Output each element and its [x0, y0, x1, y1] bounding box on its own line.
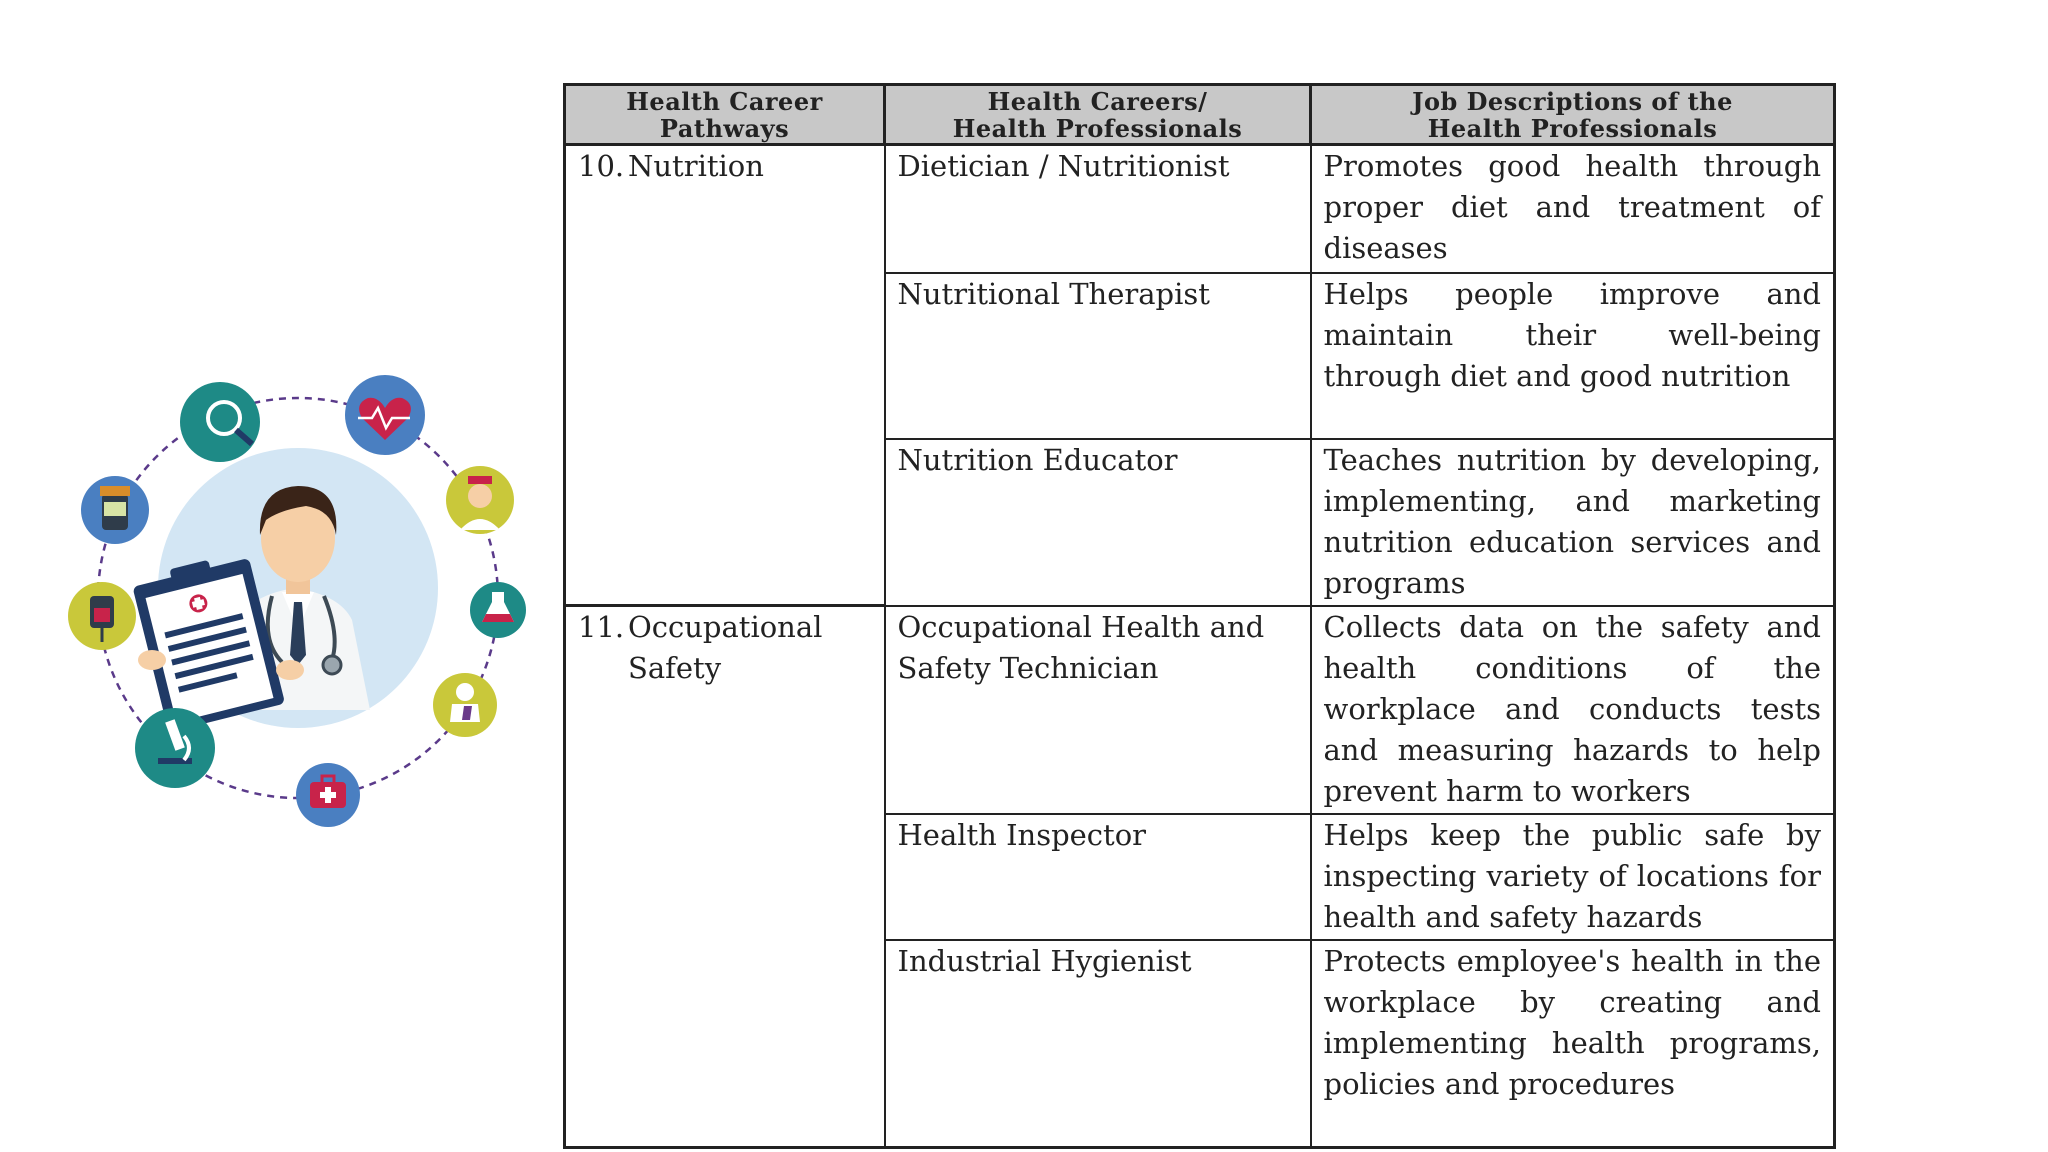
patient-icon	[433, 673, 497, 737]
header-pathways: Health Career Pathways	[565, 85, 885, 145]
header-professionals: Health Careers/ Health Professionals	[885, 85, 1311, 145]
flask-icon	[470, 582, 526, 638]
doctor-illustration	[60, 370, 540, 830]
career-title: Nutrition Educator	[885, 439, 1311, 606]
microscope-icon	[135, 708, 215, 788]
career-title: Industrial Hygienist	[885, 940, 1311, 1148]
iv-bag-icon	[68, 582, 136, 650]
career-description: Promotes good health through proper diet and treatment of diseases	[1311, 145, 1835, 273]
career-title: Dietician / Nutritionist	[885, 145, 1311, 273]
medicine-bottle-icon	[81, 476, 149, 544]
pathway-cell: 11. Occupational Safety	[565, 606, 885, 1148]
career-description: Helps keep the public safe by inspecting variety of locations for health and safety hazards	[1311, 814, 1835, 940]
header-descriptions: Job Descriptions of the Health Professionals	[1311, 85, 1835, 145]
health-careers-table	[563, 83, 1836, 1149]
career-description: Protects employee's health in the workplace by creating and implementing health programs, policies and procedures	[1311, 940, 1835, 1148]
first-aid-kit-icon	[296, 763, 360, 827]
heart-pulse-icon	[345, 375, 425, 455]
tooth-magnifier-icon	[180, 382, 260, 462]
pathway-cell: 10. Nutrition	[565, 145, 885, 606]
career-title: Occupational Health and Safety Technician	[885, 606, 1311, 814]
career-description: Collects data on the safety and health conditions of the workplace and conducts tests and measuring hazards to help prevent harm to workers	[1311, 606, 1835, 814]
table-row	[565, 606, 1835, 814]
career-description: Teaches nutrition by developing, implementing, and marketing nutrition education services and programs	[1311, 439, 1835, 606]
table-row	[565, 145, 1835, 273]
career-title: Health Inspector	[885, 814, 1311, 940]
career-title: Nutritional Therapist	[885, 273, 1311, 439]
table-header-row	[565, 85, 1835, 145]
nurse-icon	[446, 466, 514, 534]
career-description: Helps people improve and maintain their well-being through diet and good nutrition	[1311, 273, 1835, 439]
